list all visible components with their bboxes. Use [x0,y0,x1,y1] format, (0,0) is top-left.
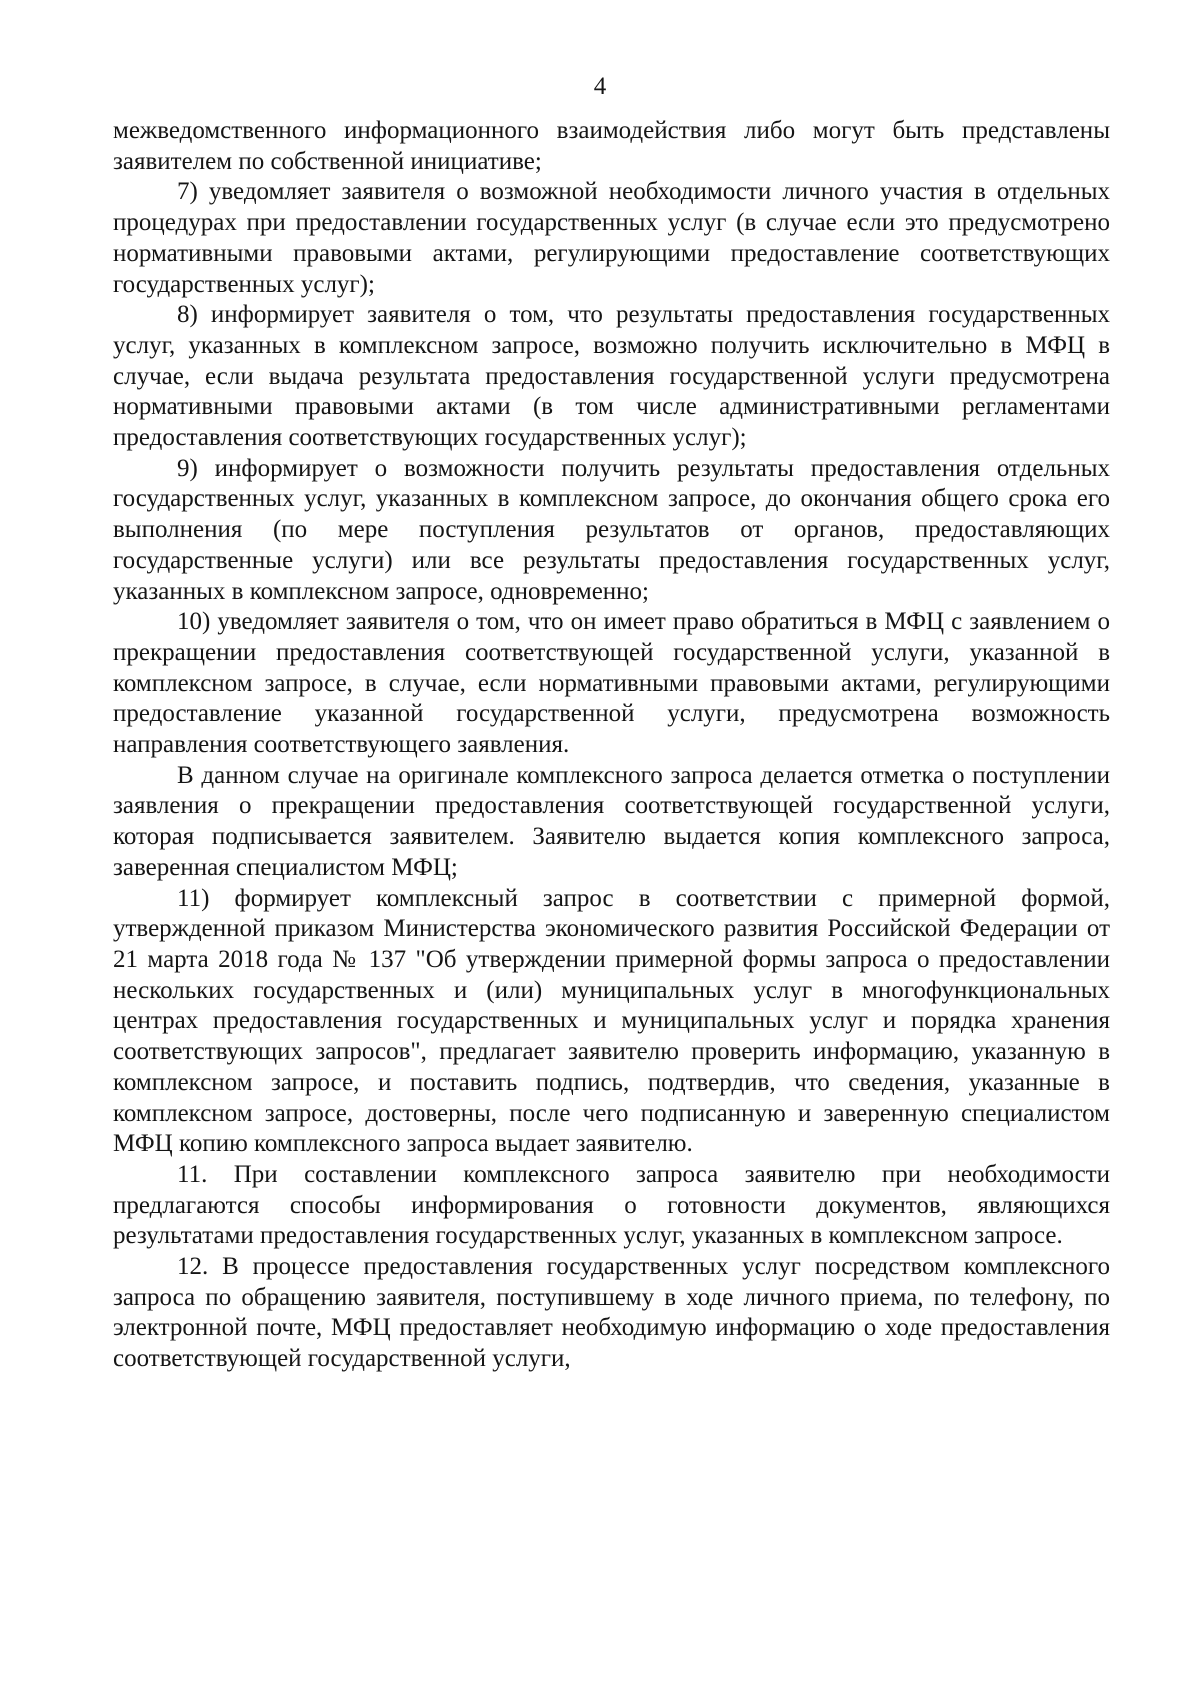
paragraph-item-8: 8) информирует заявителя о том, что результаты предоставления государственных услуг, указанных в комплексном запросе, возможно получить исключительно в МФЦ в случае, если выдача результата предоставления государственной услуги предусмотрена нормативными правовыми актами (в том числе административными регламентами предоставления соответствующих государственных услуг); [113,301,1110,452]
paragraph-item-9: 9) информирует о возможности получить результаты предоставления отдельных государственных услуг, указанных в комплексном запросе, до окончания общего срока его выполнения (по мере поступления результатов от органов, предоставляющих государственные услуги) или все результаты предоставления государственных услуг, указанных в комплексном запросе, одновременно; [113,454,1110,605]
paragraph-item-7: 7) уведомляет заявителя о возможной необходимости личного участия в отдельных процедурах при предоставлении государственных услуг (в случае если это предусмотрено нормативными правовыми актами, регулирующими предоставление соответствующих государственных услуг); [113,178,1110,298]
paragraph-clause-11: 11. При составлении комплексного запроса заявителю при необходимости предлагаются способы информирования о готовности документов, являющихся результатами предоставления государственных услуг, указанных в комплексном запросе. [113,1160,1110,1250]
paragraph-item-11: 11) формирует комплексный запрос в соответствии с примерной формой, утвержденной приказом Министерства экономического развития Российской Федерации от 21 марта 2018 года № 137 "Об утверждении примерной формы запроса о предоставлении нескольких государственных и (или) муниципальных услуг в многофункциональных центрах предоставления государственных и муниципальных услуг и порядка хранения соответствующих запросов", предлагает заявителю проверить информацию, указанную в комплексном запросе, и поставить подпись, подтвердив, что сведения, указанные в комплексном запросе, достоверны, после чего подписанную и заверенную специалистом МФЦ копию комплексного запроса выдает заявителю. [113,884,1110,1158]
paragraph-clause-12: 12. В процессе предоставления государственных услуг посредством комплексного запроса по обращению заявителя, поступившему в ходе личного приема, по телефону, по электронной почте, МФЦ предоставляет необходимую информацию о ходе предоставления соответствующей государственной услуги, [113,1253,1110,1373]
paragraph-note: В данном случае на оригинале комплексного запроса делается отметка о поступлении заявления о прекращении предоставления соответствующей государственной услуги, которая подписывается заявителем. Заявителю выдается копия комплексного запроса, заверенная специалистом МФЦ; [113,761,1110,881]
page-number: 4 [593,73,607,100]
paragraph-continuation: межведомственного информационного взаимодействия либо могут быть представлены заявителем по собственной инициативе; [113,117,1110,175]
paragraph-item-10: 10) уведомляет заявителя о том, что он имеет право обратиться в МФЦ с заявлением о прекращении предоставления соответствующей государственной услуги, указанной в комплексном запросе, в случае, если нормативными правовыми актами, регулирующими предоставление указанной государственной услуги, предусмотрена возможность направления соответствующего заявления. [113,608,1110,759]
document-body [113,116,1110,1375]
